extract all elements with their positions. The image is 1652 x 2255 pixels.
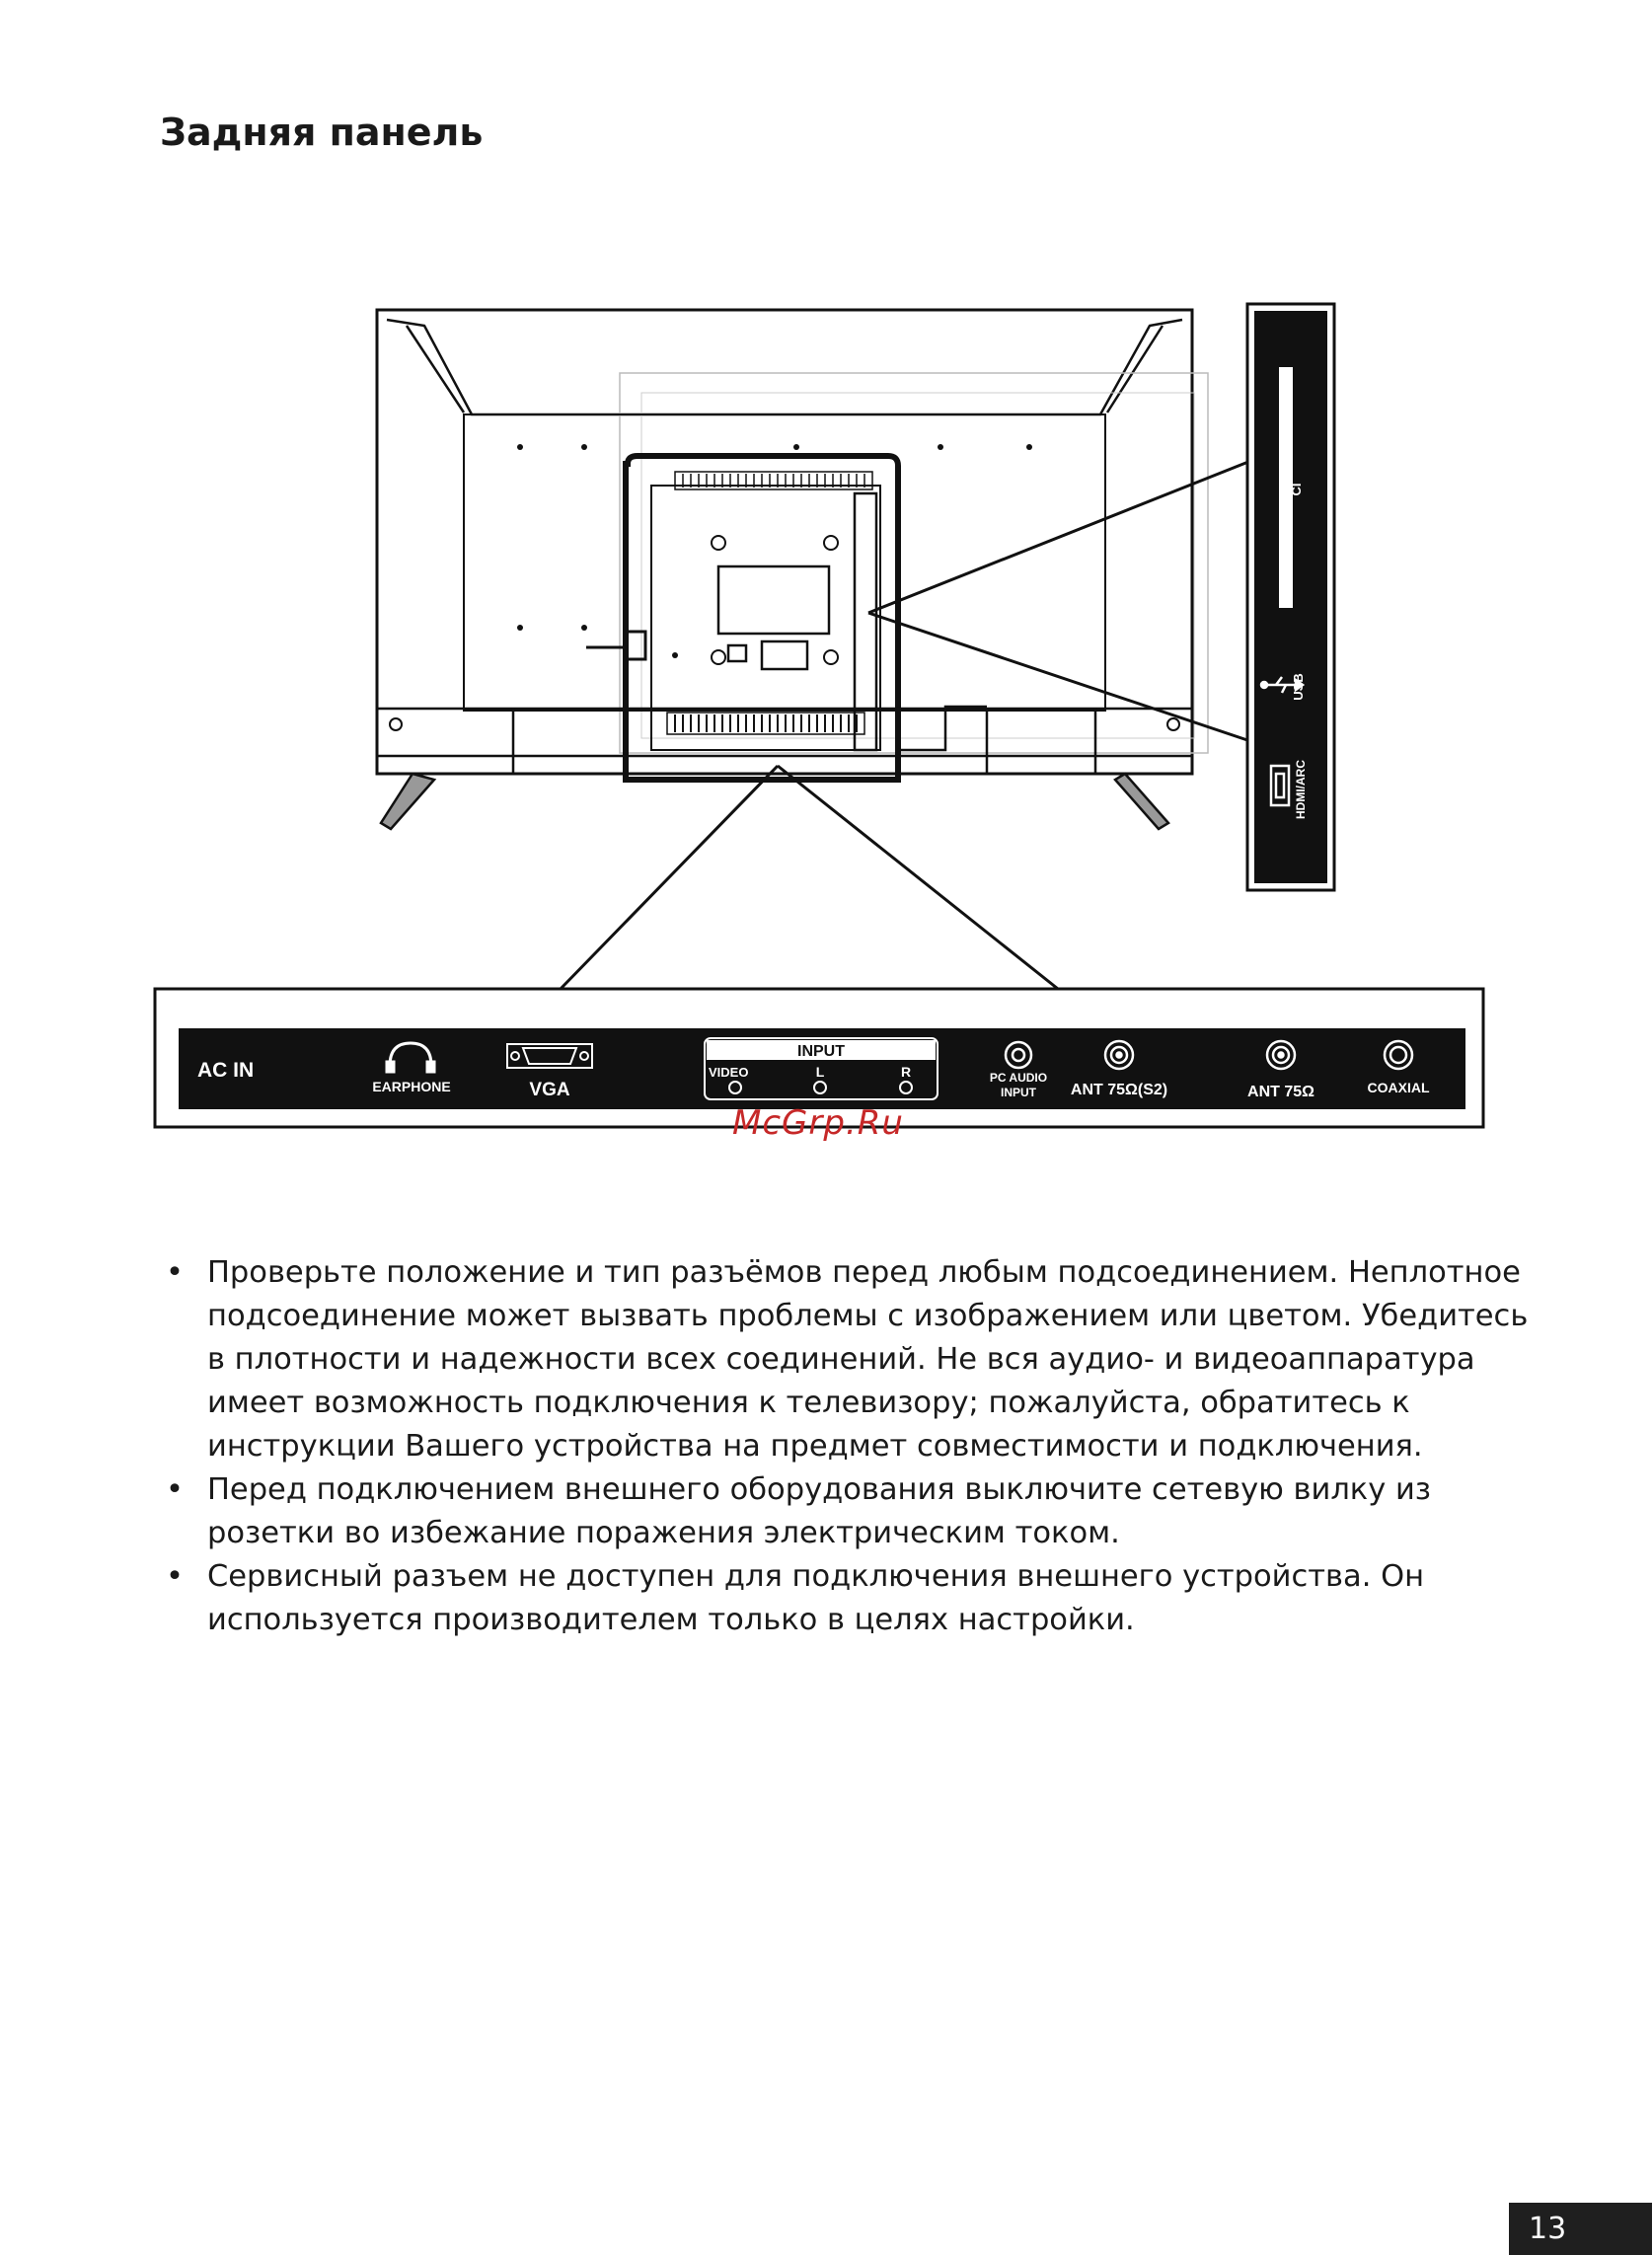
video-label: VIDEO: [709, 1065, 749, 1080]
page-title: Задняя панель: [160, 111, 484, 154]
watermark: McGrp.Ru: [732, 1103, 904, 1143]
usb-label: USB: [1291, 673, 1306, 701]
instruction-item: • Проверьте положение и тип разъёмов перед любым подсоединением. Неплотное подсоединение может вызвать проблемы с изображением или цветом. Убедитесь в плотности и надежности всех соединений. Не вся аудио- и видеоаппаратура имеет возможность подключения к телевизору; пожалуйста, обратитесь к инструкции Вашего устройства на предмет совместимости и подключения.: [160, 1251, 1541, 1468]
side-connector-panel: [1247, 304, 1334, 890]
coaxial-label: COAXIAL: [1367, 1080, 1430, 1095]
audio-right-label: R: [900, 1064, 912, 1080]
hdmi-label: HDMI/ARC: [1294, 760, 1308, 819]
instructions-list: [160, 1251, 1541, 1642]
instruction-item: • Перед подключением внешнего оборудования выключите сетевую вилку из розетки во избежание поражения электрическим током.: [160, 1468, 1541, 1555]
audio-left-label: L: [815, 1064, 825, 1080]
input-label: INPUT: [797, 1043, 845, 1060]
antenna-label: ANT 75Ω: [1247, 1084, 1314, 1100]
instruction-item: • Сервисный разъем не доступен для подключения внешнего устройства. Он используется производителем только в целях настройки.: [160, 1555, 1541, 1642]
ci-label: CI: [1289, 483, 1304, 496]
vga-label: VGA: [529, 1080, 570, 1100]
tv-back-illustration: [377, 310, 1208, 829]
page-number: 13: [1509, 2203, 1652, 2255]
ac-in-label: AC IN: [197, 1059, 255, 1082]
mounting-holes: [390, 444, 1179, 730]
pc-audio-input-label: INPUT: [1001, 1086, 1036, 1099]
antenna-s2-label: ANT 75Ω(S2): [1070, 1082, 1168, 1098]
callout-lines: [561, 460, 1253, 989]
earphone-label: EARPHONE: [372, 1079, 451, 1094]
pc-audio-label: PC AUDIO: [989, 1071, 1048, 1085]
